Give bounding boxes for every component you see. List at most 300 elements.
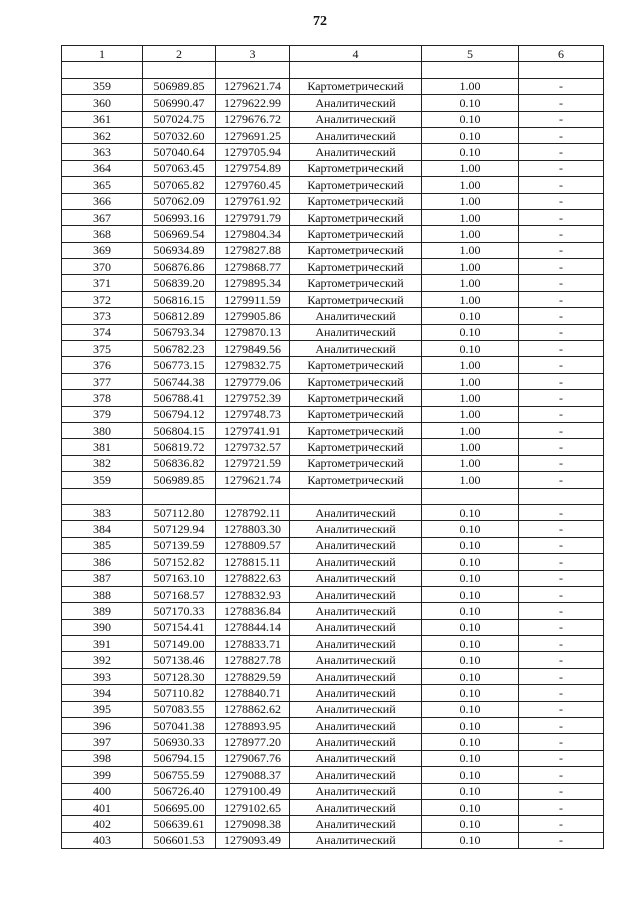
table-row [62,390,604,406]
method-cell: Аналитический [290,783,422,799]
separator-row [62,488,604,504]
method-cell: Картометрический [290,160,422,176]
x-coordinate-cell: 506993.16 [143,209,216,225]
y-coordinate-cell: 1279804.34 [216,226,290,242]
y-coordinate-cell: 1279779.06 [216,373,290,389]
table-row [62,619,604,635]
table-row [62,472,604,488]
note-cell: - [519,701,604,717]
coordinates-table-body [62,46,604,849]
table-row [62,324,604,340]
note-cell: - [519,767,604,783]
note-cell: - [519,193,604,209]
y-coordinate-cell: 1278833.71 [216,636,290,652]
method-cell: Картометрический [290,193,422,209]
y-coordinate-cell: 1279868.77 [216,259,290,275]
table-row [62,718,604,734]
table-row [62,373,604,389]
y-coordinate-cell: 1279093.49 [216,832,290,848]
table-row [62,636,604,652]
table-row [62,127,604,143]
note-cell: - [519,537,604,553]
accuracy-cell: 1.00 [422,177,519,193]
point-number-cell: 359 [62,472,143,488]
method-cell: Аналитический [290,341,422,357]
method-cell: Аналитический [290,127,422,143]
x-coordinate-cell: 506726.40 [143,783,216,799]
method-cell: Картометрический [290,472,422,488]
y-coordinate-cell: 1278803.30 [216,521,290,537]
x-coordinate-cell: 506990.47 [143,95,216,111]
y-coordinate-cell: 1279721.59 [216,455,290,471]
note-cell: - [519,111,604,127]
table-row [62,832,604,848]
method-cell: Аналитический [290,816,422,832]
method-cell: Картометрический [290,242,422,258]
table-row [62,242,604,258]
method-cell: Аналитический [290,570,422,586]
x-coordinate-cell: 506819.72 [143,439,216,455]
separator-row [62,62,604,78]
y-coordinate-cell: 1279752.39 [216,390,290,406]
table-row [62,406,604,422]
empty-cell [62,488,143,504]
point-number-cell: 365 [62,177,143,193]
point-number-cell: 389 [62,603,143,619]
point-number-cell: 386 [62,554,143,570]
x-coordinate-cell: 507112.80 [143,504,216,520]
method-cell: Картометрический [290,406,422,422]
method-cell: Аналитический [290,750,422,766]
table-row [62,259,604,275]
x-coordinate-cell: 507152.82 [143,554,216,570]
accuracy-cell: 0.10 [422,144,519,160]
y-coordinate-cell: 1279832.75 [216,357,290,373]
table-row [62,750,604,766]
y-coordinate-cell: 1279691.25 [216,127,290,143]
x-coordinate-cell: 507062.09 [143,193,216,209]
accuracy-cell: 1.00 [422,275,519,291]
accuracy-cell: 0.10 [422,750,519,766]
point-number-cell: 375 [62,341,143,357]
table-row [62,111,604,127]
point-number-cell: 368 [62,226,143,242]
accuracy-cell: 1.00 [422,422,519,438]
table-row [62,439,604,455]
point-number-cell: 395 [62,701,143,717]
method-cell: Аналитический [290,95,422,111]
y-coordinate-cell: 1279760.45 [216,177,290,193]
method-cell: Картометрический [290,78,422,94]
accuracy-cell: 1.00 [422,193,519,209]
y-coordinate-cell: 1278844.14 [216,619,290,635]
y-coordinate-cell: 1279911.59 [216,291,290,307]
table-row [62,799,604,815]
method-cell: Аналитический [290,144,422,160]
x-coordinate-cell: 506930.33 [143,734,216,750]
point-number-cell: 372 [62,291,143,307]
note-cell: - [519,95,604,111]
point-number-cell: 387 [62,570,143,586]
note-cell: - [519,275,604,291]
column-header: 3 [216,46,290,62]
x-coordinate-cell: 507168.57 [143,586,216,602]
y-coordinate-cell: 1278836.84 [216,603,290,619]
accuracy-cell: 0.10 [422,636,519,652]
x-coordinate-cell: 507149.00 [143,636,216,652]
y-coordinate-cell: 1278827.78 [216,652,290,668]
accuracy-cell: 1.00 [422,160,519,176]
y-coordinate-cell: 1278832.93 [216,586,290,602]
accuracy-cell: 1.00 [422,455,519,471]
note-cell: - [519,373,604,389]
x-coordinate-cell: 506788.41 [143,390,216,406]
point-number-cell: 378 [62,390,143,406]
accuracy-cell: 0.10 [422,701,519,717]
note-cell: - [519,603,604,619]
accuracy-cell: 1.00 [422,439,519,455]
accuracy-cell: 0.10 [422,111,519,127]
table-row [62,767,604,783]
x-coordinate-cell: 507063.45 [143,160,216,176]
y-coordinate-cell: 1278792.11 [216,504,290,520]
coordinates-table [61,45,604,849]
accuracy-cell: 1.00 [422,373,519,389]
table-row [62,193,604,209]
note-cell: - [519,570,604,586]
accuracy-cell: 0.10 [422,619,519,635]
table-row [62,652,604,668]
accuracy-cell: 0.10 [422,734,519,750]
table-row [62,668,604,684]
x-coordinate-cell: 506794.12 [143,406,216,422]
x-coordinate-cell: 507040.64 [143,144,216,160]
point-number-cell: 363 [62,144,143,160]
table-row [62,734,604,750]
note-cell: - [519,734,604,750]
note-cell: - [519,324,604,340]
point-number-cell: 381 [62,439,143,455]
empty-cell [216,488,290,504]
method-cell: Картометрический [290,226,422,242]
y-coordinate-cell: 1279676.72 [216,111,290,127]
method-cell: Аналитический [290,537,422,553]
accuracy-cell: 1.00 [422,78,519,94]
page-number: 72 [313,14,327,29]
y-coordinate-cell: 1279100.49 [216,783,290,799]
column-header: 6 [519,46,604,62]
accuracy-cell: 1.00 [422,226,519,242]
x-coordinate-cell: 506695.00 [143,799,216,815]
accuracy-cell: 0.10 [422,504,519,520]
note-cell: - [519,242,604,258]
point-number-cell: 377 [62,373,143,389]
method-cell: Аналитический [290,685,422,701]
accuracy-cell: 1.00 [422,472,519,488]
accuracy-cell: 1.00 [422,406,519,422]
point-number-cell: 382 [62,455,143,471]
table-row [62,586,604,602]
accuracy-cell: 0.10 [422,668,519,684]
method-cell: Аналитический [290,832,422,848]
x-coordinate-cell: 506744.38 [143,373,216,389]
accuracy-cell: 0.10 [422,570,519,586]
method-cell: Картометрический [290,291,422,307]
note-cell: - [519,521,604,537]
table-row [62,341,604,357]
empty-cell [519,488,604,504]
x-coordinate-cell: 506793.34 [143,324,216,340]
accuracy-cell: 0.10 [422,718,519,734]
y-coordinate-cell: 1279791.79 [216,209,290,225]
point-number-cell: 376 [62,357,143,373]
y-coordinate-cell: 1278809.57 [216,537,290,553]
point-number-cell: 373 [62,308,143,324]
note-cell: - [519,78,604,94]
y-coordinate-cell: 1278840.71 [216,685,290,701]
table-row [62,144,604,160]
point-number-cell: 364 [62,160,143,176]
accuracy-cell: 0.10 [422,127,519,143]
x-coordinate-cell: 506836.82 [143,455,216,471]
table-row [62,78,604,94]
empty-cell [216,62,290,78]
accuracy-cell: 0.10 [422,767,519,783]
point-number-cell: 398 [62,750,143,766]
empty-cell [519,62,604,78]
method-cell: Картометрический [290,439,422,455]
point-number-cell: 402 [62,816,143,832]
method-cell: Картометрический [290,390,422,406]
note-cell: - [519,259,604,275]
x-coordinate-cell: 507129.94 [143,521,216,537]
point-number-cell: 388 [62,586,143,602]
x-coordinate-cell: 507170.33 [143,603,216,619]
note-cell: - [519,554,604,570]
y-coordinate-cell: 1278829.59 [216,668,290,684]
point-number-cell: 367 [62,209,143,225]
note-cell: - [519,619,604,635]
accuracy-cell: 0.10 [422,521,519,537]
x-coordinate-cell: 506639.61 [143,816,216,832]
note-cell: - [519,291,604,307]
y-coordinate-cell: 1279621.74 [216,472,290,488]
point-number-cell: 370 [62,259,143,275]
method-cell: Аналитический [290,718,422,734]
table-row [62,357,604,373]
x-coordinate-cell: 507032.60 [143,127,216,143]
table-row [62,291,604,307]
note-cell: - [519,685,604,701]
x-coordinate-cell: 506989.85 [143,78,216,94]
method-cell: Картометрический [290,422,422,438]
method-cell: Картометрический [290,373,422,389]
x-coordinate-cell: 506755.59 [143,767,216,783]
accuracy-cell: 0.10 [422,554,519,570]
point-number-cell: 366 [62,193,143,209]
accuracy-cell: 0.10 [422,832,519,848]
note-cell: - [519,472,604,488]
x-coordinate-cell: 507065.82 [143,177,216,193]
method-cell: Аналитический [290,324,422,340]
point-number-cell: 400 [62,783,143,799]
empty-cell [143,488,216,504]
table-row [62,275,604,291]
x-coordinate-cell: 506876.86 [143,259,216,275]
method-cell: Аналитический [290,767,422,783]
point-number-cell: 391 [62,636,143,652]
note-cell: - [519,177,604,193]
point-number-cell: 383 [62,504,143,520]
point-number-cell: 390 [62,619,143,635]
note-cell: - [519,816,604,832]
note-cell: - [519,652,604,668]
point-number-cell: 401 [62,799,143,815]
point-number-cell: 362 [62,127,143,143]
y-coordinate-cell: 1278977.20 [216,734,290,750]
empty-cell [143,62,216,78]
method-cell: Картометрический [290,209,422,225]
table-row [62,570,604,586]
note-cell: - [519,390,604,406]
method-cell: Аналитический [290,111,422,127]
y-coordinate-cell: 1279067.76 [216,750,290,766]
note-cell: - [519,209,604,225]
method-cell: Аналитический [290,668,422,684]
point-number-cell: 393 [62,668,143,684]
accuracy-cell: 1.00 [422,209,519,225]
y-coordinate-cell: 1279895.34 [216,275,290,291]
y-coordinate-cell: 1279905.86 [216,308,290,324]
table-row [62,537,604,553]
y-coordinate-cell: 1279827.88 [216,242,290,258]
accuracy-cell: 0.10 [422,95,519,111]
table-row [62,160,604,176]
note-cell: - [519,455,604,471]
table-row [62,209,604,225]
note-cell: - [519,586,604,602]
x-coordinate-cell: 506773.15 [143,357,216,373]
accuracy-cell: 1.00 [422,259,519,275]
x-coordinate-cell: 506969.54 [143,226,216,242]
table-row [62,504,604,520]
point-number-cell: 394 [62,685,143,701]
accuracy-cell: 0.10 [422,537,519,553]
x-coordinate-cell: 507139.59 [143,537,216,553]
note-cell: - [519,357,604,373]
x-coordinate-cell: 506989.85 [143,472,216,488]
table-row [62,422,604,438]
note-cell: - [519,406,604,422]
note-cell: - [519,504,604,520]
table-row [62,177,604,193]
note-cell: - [519,341,604,357]
x-coordinate-cell: 507083.55 [143,701,216,717]
accuracy-cell: 0.10 [422,685,519,701]
point-number-cell: 399 [62,767,143,783]
method-cell: Аналитический [290,504,422,520]
accuracy-cell: 0.10 [422,783,519,799]
point-number-cell: 384 [62,521,143,537]
table-row [62,816,604,832]
point-number-cell: 360 [62,95,143,111]
accuracy-cell: 0.10 [422,816,519,832]
x-coordinate-cell: 506839.20 [143,275,216,291]
x-coordinate-cell: 506934.89 [143,242,216,258]
method-cell: Аналитический [290,308,422,324]
x-coordinate-cell: 507110.82 [143,685,216,701]
accuracy-cell: 0.10 [422,308,519,324]
x-coordinate-cell: 507138.46 [143,652,216,668]
point-number-cell: 397 [62,734,143,750]
note-cell: - [519,783,604,799]
table-row [62,226,604,242]
x-coordinate-cell: 507128.30 [143,668,216,684]
method-cell: Аналитический [290,701,422,717]
point-number-cell: 359 [62,78,143,94]
y-coordinate-cell: 1279732.57 [216,439,290,455]
x-coordinate-cell: 506794.15 [143,750,216,766]
accuracy-cell: 0.10 [422,586,519,602]
y-coordinate-cell: 1279098.38 [216,816,290,832]
point-number-cell: 403 [62,832,143,848]
note-cell: - [519,308,604,324]
y-coordinate-cell: 1279849.56 [216,341,290,357]
x-coordinate-cell: 507041.38 [143,718,216,734]
accuracy-cell: 0.10 [422,324,519,340]
note-cell: - [519,422,604,438]
point-number-cell: 371 [62,275,143,291]
method-cell: Аналитический [290,734,422,750]
accuracy-cell: 0.10 [422,652,519,668]
accuracy-cell: 1.00 [422,390,519,406]
x-coordinate-cell: 507024.75 [143,111,216,127]
accuracy-cell: 1.00 [422,357,519,373]
note-cell: - [519,127,604,143]
y-coordinate-cell: 1278822.63 [216,570,290,586]
point-number-cell: 379 [62,406,143,422]
x-coordinate-cell: 507163.10 [143,570,216,586]
method-cell: Аналитический [290,586,422,602]
accuracy-cell: 0.10 [422,603,519,619]
table-row [62,521,604,537]
note-cell: - [519,750,604,766]
note-cell: - [519,832,604,848]
table-row [62,308,604,324]
column-header: 4 [290,46,422,62]
method-cell: Картометрический [290,177,422,193]
empty-cell [290,62,422,78]
point-number-cell: 392 [62,652,143,668]
table-row [62,554,604,570]
y-coordinate-cell: 1278862.62 [216,701,290,717]
accuracy-cell: 1.00 [422,291,519,307]
method-cell: Аналитический [290,799,422,815]
empty-cell [62,62,143,78]
y-coordinate-cell: 1279622.99 [216,95,290,111]
method-cell: Картометрический [290,275,422,291]
note-cell: - [519,439,604,455]
point-number-cell: 369 [62,242,143,258]
note-cell: - [519,226,604,242]
method-cell: Аналитический [290,652,422,668]
y-coordinate-cell: 1279754.89 [216,160,290,176]
point-number-cell: 396 [62,718,143,734]
method-cell: Картометрический [290,455,422,471]
empty-cell [422,488,519,504]
point-number-cell: 380 [62,422,143,438]
note-cell: - [519,636,604,652]
